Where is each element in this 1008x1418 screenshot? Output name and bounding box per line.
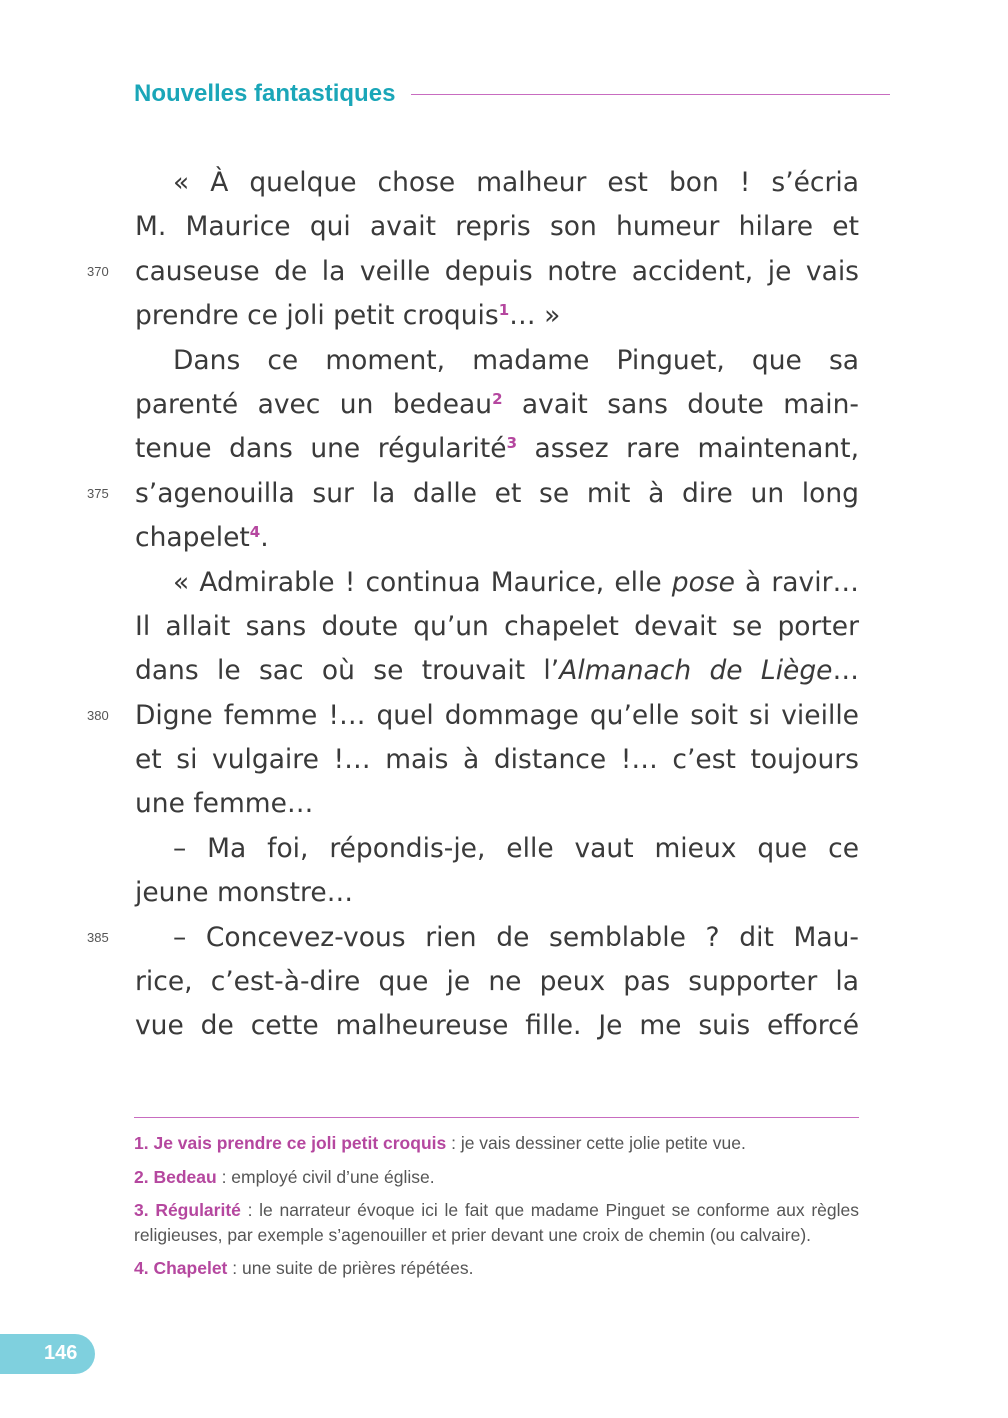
text-line: tenue dans une régularité$^3$ assez rare maintenant,	[135, 433, 859, 465]
body-text	[87, 161, 859, 1049]
page-number: 146	[44, 1342, 78, 1364]
footnote-term: Régularité	[155, 1200, 241, 1220]
footnote-mark: 4	[249, 523, 261, 542]
text-line: dans le sac où se trouvait l’Almanach de Liège…	[135, 655, 859, 687]
line-number: 380	[87, 707, 109, 723]
text-line: – Ma foi, répondis-je, elle vaut mieux que ce	[173, 832, 859, 864]
footnote: 4. Chapelet : une suite de prières répétées.	[134, 1258, 474, 1278]
text-line: chapelet$^4$.	[135, 522, 269, 554]
header-title: Nouvelles fantastiques	[134, 80, 396, 107]
text-line: 385 – Concevez-vous rien de semblable ? dit Mau-	[135, 916, 859, 960]
line-number: 385	[87, 929, 109, 945]
text-line: Dans ce moment, madame Pinguet, que sa	[173, 344, 859, 376]
footnote-definition: : une suite de prières répétées.	[227, 1258, 474, 1278]
running-header	[134, 78, 890, 110]
footnote-definition: : le narrateur évoque ici le fait que madame Pinguet se conforme aux règles religieuses, par exemple s’agenouiller et prier devant une croix de chemin (ou calvaire).	[134, 1200, 859, 1245]
text-line: et si vulgaire !… mais à distance !… c’est toujours	[135, 744, 859, 776]
footnote-definition: : je vais dessiner cette jolie petite vue.	[446, 1133, 746, 1153]
footnote: 2. Bedeau : employé civil d’une église.	[134, 1166, 435, 1187]
text-line: 370 causeuse de la veille depuis notre accident, je vais	[135, 250, 859, 294]
text-line: « Admirable ! continua Maurice, elle pose à ravir…	[173, 566, 859, 598]
text-line: parenté avec un bedeau$^2$ avait sans doute main-	[135, 388, 859, 420]
text-line: jeune monstre…	[135, 877, 354, 909]
text-line: prendre ce joli petit croquis$^1$… »	[135, 300, 561, 332]
text-line: M. Maurice qui avait repris son humeur hilare et	[135, 211, 859, 243]
footnote-mark: 3	[506, 434, 517, 453]
text-line: une femme…	[135, 788, 314, 820]
text-line: Il allait sans doute qu’un chapelet devait se porter	[135, 610, 859, 642]
footnote-definition: : employé civil d’une église.	[216, 1166, 435, 1187]
footnote-term: Chapelet	[153, 1258, 228, 1278]
footnote-mark: 2	[492, 389, 503, 408]
footnote: 1. Je vais prendre ce joli petit croquis : je vais dessiner cette jolie petite vue.	[134, 1133, 746, 1153]
footnote-mark: 1	[498, 301, 510, 320]
text-line: rice, c’est-à-dire que je ne peux pas supporter la	[135, 966, 859, 998]
footnote: 3. Régularité : le narrateur évoque ici le fait que madame Pinguet se conforme aux règles religieuses, par exemple s’agenouiller et prier devant une croix de chemin (ou calvaire).	[134, 1200, 859, 1245]
header-rule	[411, 94, 890, 95]
line-number: 375	[87, 485, 109, 501]
footnote-term: Bedeau	[153, 1166, 217, 1187]
footnote-term: Je vais prendre ce joli petit croquis	[153, 1133, 447, 1153]
text-line: 380 Digne femme !… quel dommage qu’elle soit si vieille	[135, 694, 859, 738]
footnotes	[134, 1131, 859, 1290]
line-number: 370	[87, 263, 109, 279]
footnote-divider	[134, 1117, 859, 1118]
text-line: « À quelque chose malheur est bon ! s’écria	[173, 167, 859, 198]
text-line: vue de cette malheureuse fille. Je me suis efforcé	[135, 1010, 859, 1042]
page-number-tab	[0, 1334, 95, 1374]
text-line: 375 s’agenouilla sur la dalle et se mit à dire un long	[135, 472, 859, 516]
